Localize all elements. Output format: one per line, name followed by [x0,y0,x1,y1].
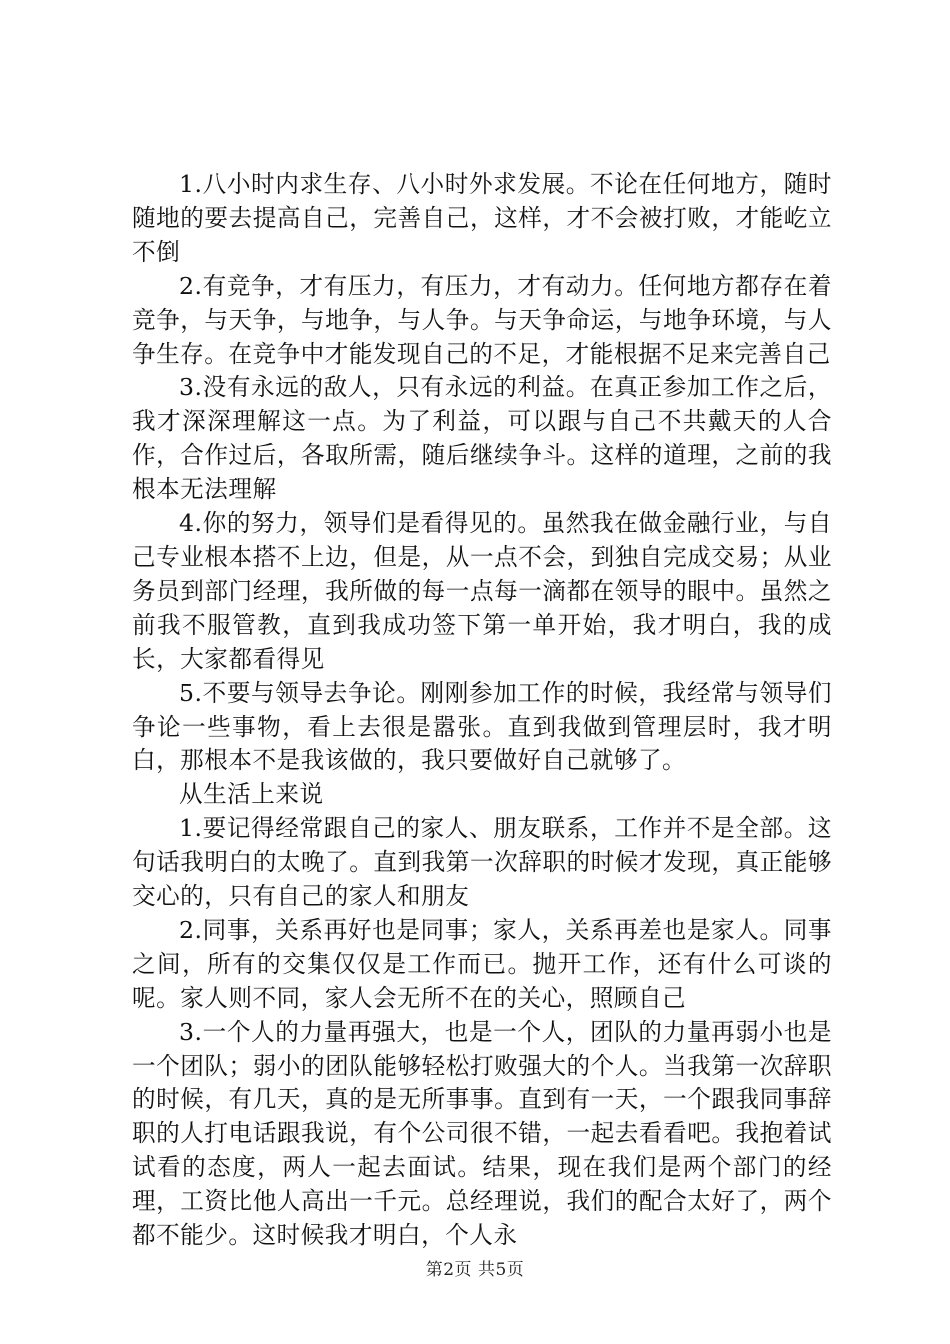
paragraph-work-3: 3.没有永远的敌人，只有永远的利益。在真正参加工作之后，我才深深理解这一点。为了利益，可以跟与自己不共戴天的人合作，合作过后，各取所需，随后继续争斗。这样的道理，之前的我根本无法理解 [132,373,832,504]
document-body [132,168,832,1253]
paragraph-life-2: 2.同事，关系再好也是同事；家人，关系再差也是家人。同事之间，所有的交集仅仅是工作而已。抛开工作，还有什么可谈的呢。家人则不同，家人会无所不在的关心，照顾自己 [132,915,832,1012]
page-number-label: 第2页 共5页 [425,1260,525,1280]
paragraph-work-2: 2.有竞争，才有压力，有压力，才有动力。任何地方都存在着竞争，与天争，与地争，与人争。与天争命运，与地争环境，与人争生存。在竞争中才能发现自己的不足，才能根据不足来完善自己 [132,271,832,368]
paragraph-work-5: 5.不要与领导去争论。刚刚参加工作的时候，我经常与领导们争论一些事物，看上去很是嚣张。直到我做到管理层时，我才明白，那根本不是我该做的，我只要做好自己就够了。 [132,678,832,775]
paragraph-work-4: 4.你的努力，领导们是看得见的。虽然我在做金融行业，与自己专业根本搭不上边，但是，从一点不会，到独自完成交易；从业务员到部门经理，我所做的每一点每一滴都在领导的眼中。虽然之前我不服管教，直到我成功签下第一单开始，我才明白，我的成长，大家都看得见 [132,509,832,673]
page-footer [0,1255,950,1280]
paragraph-life-1: 1.要记得经常跟自己的家人、朋友联系，工作并不是全部。这句话我明白的太晚了。直到我第一次辞职的时候才发现，真正能够交心的，只有自己的家人和朋友 [132,814,832,911]
paragraph-work-1: 1.八小时内求生存、八小时外求发展。不论在任何地方，随时随地的要去提高自己，完善自己，这样，才不会被打败，才能屹立不倒 [132,170,832,266]
paragraph-life-3: 3.一个人的力量再强大，也是一个人，团队的力量再弱小也是一个团队；弱小的团队能够轻松打败强大的个人。当我第一次辞职的时候，有几天，真的是无所事事。直到有一天，一个跟我同事辞职的人打电话跟我说，有个公司很不错，一起去看看吧。我抱着试试看的态度，两人一起去面试。结果，现在我们是两个部门的经理，工资比他人高出一千元。总经理说，我们的配合太好了，两个都不能少。这时候我才明白，个人永 [132,1017,832,1250]
section-heading-life: 从生活上来说 [179,780,324,809]
